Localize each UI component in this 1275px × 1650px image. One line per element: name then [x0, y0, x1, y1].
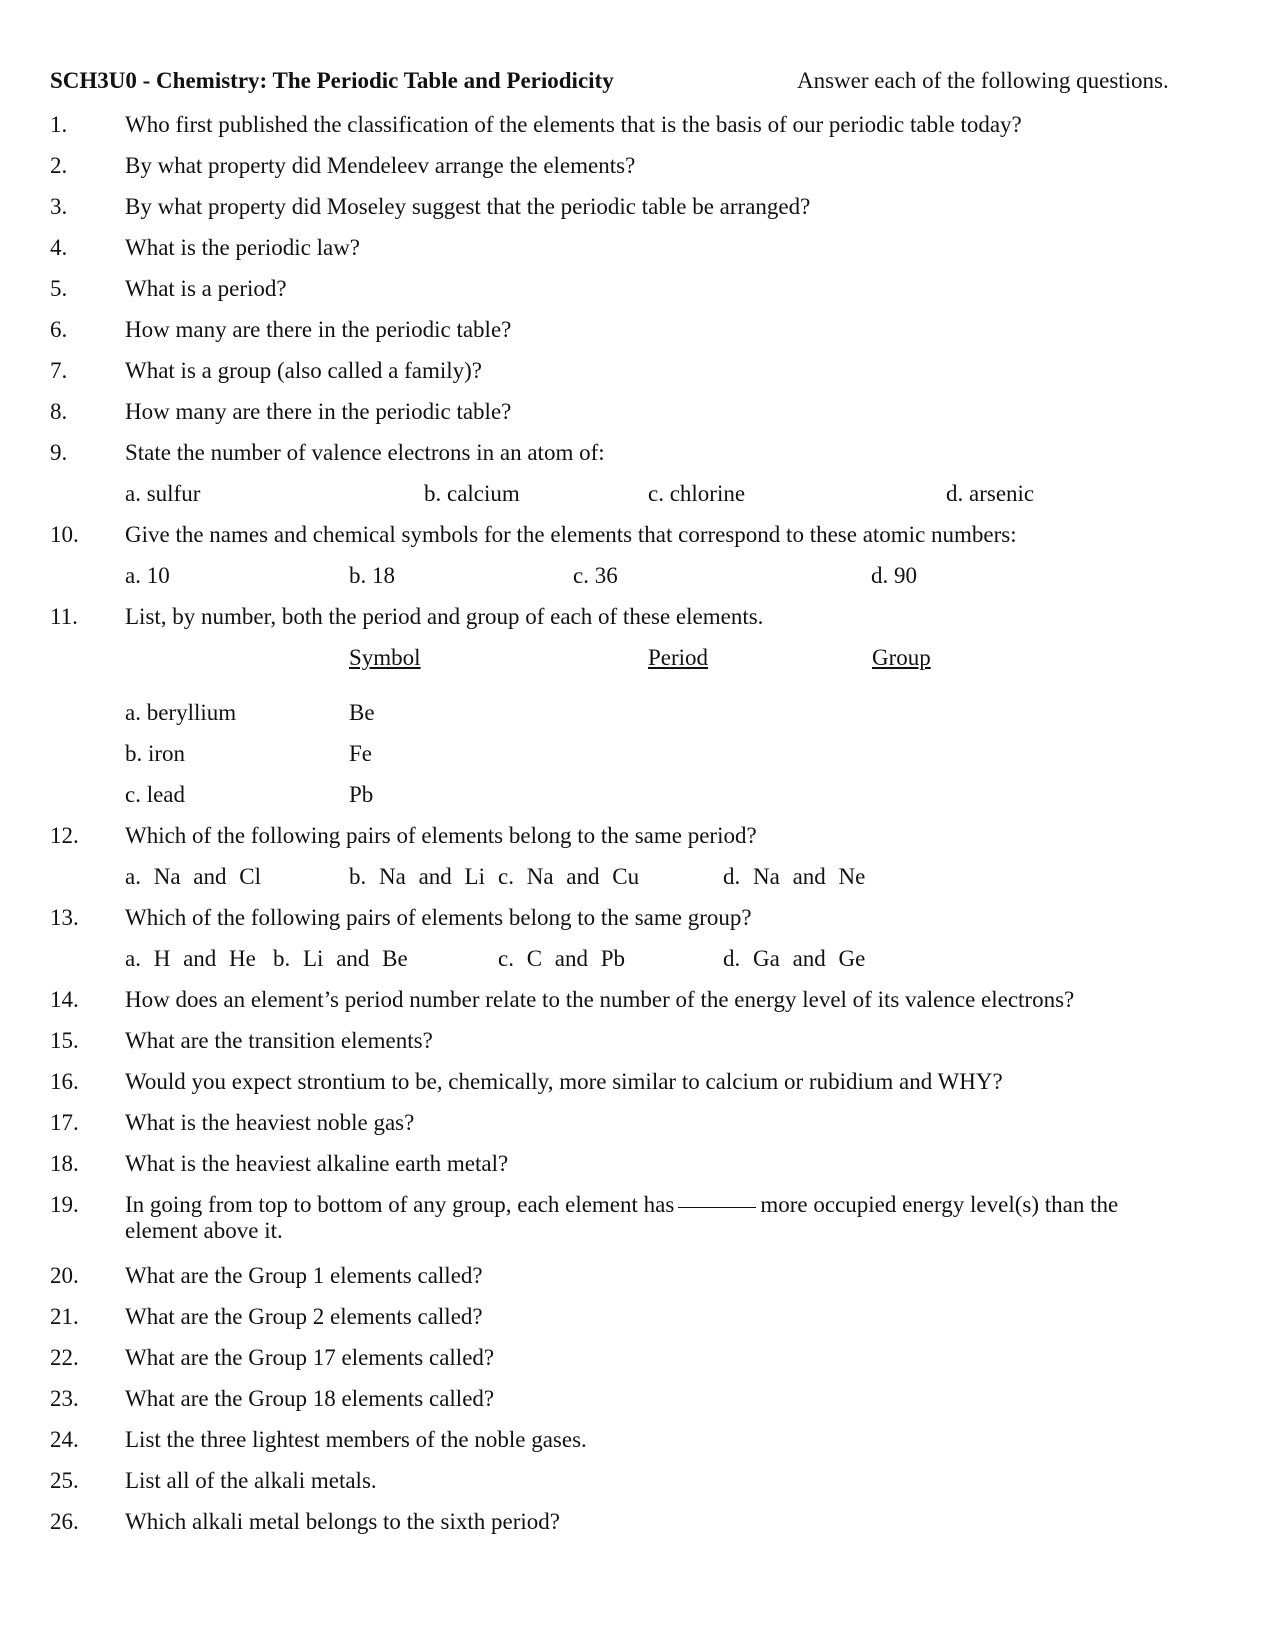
question-number: 10.	[50, 522, 79, 547]
question-number: 8.	[50, 399, 68, 424]
worksheet-instruction: Answer each of the following questions.	[797, 68, 1169, 93]
answer-blank	[678, 1206, 756, 1208]
question-text: What are the transition elements?	[125, 1028, 433, 1053]
answer-option: d. arsenic	[946, 481, 1035, 506]
element-name: a. beryllium	[125, 700, 237, 725]
question-number: 12.	[50, 823, 79, 848]
question-text-part: In going from top to bottom of any group, each element has	[125, 1192, 675, 1217]
question-number: 5.	[50, 276, 68, 301]
question-text	[125, 1192, 1118, 1218]
question-number: 26.	[50, 1509, 79, 1534]
question-text-part: more occupied energy level(s) than the	[760, 1192, 1119, 1217]
question-text: By what property did Mendeleev arrange the elements?	[125, 153, 636, 178]
question-text: What are the Group 1 elements called?	[125, 1263, 483, 1288]
question-number: 19.	[50, 1192, 79, 1217]
question-text: How many are there in the periodic table?	[125, 399, 512, 424]
answer-option: a. H and He	[125, 946, 256, 971]
question-number: 7.	[50, 358, 68, 383]
question-number: 24.	[50, 1427, 79, 1452]
question-number: 3.	[50, 194, 68, 219]
answer-option: d. 90	[871, 563, 917, 588]
element-name: c. lead	[125, 782, 186, 807]
answer-option: d. Ga and Ge	[723, 946, 866, 971]
table-header-period: Period	[648, 645, 709, 670]
question-number: 20.	[50, 1263, 79, 1288]
element-symbol: Be	[349, 700, 375, 725]
answer-option: b. Na and Li	[349, 864, 485, 889]
table-header-group: Group	[872, 645, 931, 670]
question-text: What is the periodic law?	[125, 235, 361, 260]
question-text: What are the Group 17 elements called?	[125, 1345, 495, 1370]
answer-option: c. C and Pb	[498, 946, 626, 971]
element-name: b. iron	[125, 741, 186, 766]
question-number: 6.	[50, 317, 68, 342]
question-number: 16.	[50, 1069, 79, 1094]
question-number: 17.	[50, 1110, 79, 1135]
question-text: How many are there in the periodic table?	[125, 317, 512, 342]
answer-option: a. Na and Cl	[125, 864, 261, 889]
answer-option: a. sulfur	[125, 481, 201, 506]
question-number: 25.	[50, 1468, 79, 1493]
question-text: What are the Group 2 elements called?	[125, 1304, 483, 1329]
answer-option: b. Li and Be	[273, 946, 408, 971]
question-text: What are the Group 18 elements called?	[125, 1386, 495, 1411]
element-symbol: Fe	[349, 741, 372, 766]
question-number: 13.	[50, 905, 79, 930]
question-text: What is a period?	[125, 276, 287, 301]
answer-option: d. Na and Ne	[723, 864, 866, 889]
question-number: 23.	[50, 1386, 79, 1411]
question-number: 9.	[50, 440, 68, 465]
question-number: 18.	[50, 1151, 79, 1176]
question-text: Who first published the classification of the elements that is the basis of our periodic table today?	[125, 112, 1022, 137]
table-header-symbol: Symbol	[349, 645, 421, 670]
question-text: Which alkali metal belongs to the sixth period?	[125, 1509, 560, 1534]
question-number: 15.	[50, 1028, 79, 1053]
question-number: 1.	[50, 112, 68, 137]
question-text-continuation: element above it.	[125, 1218, 283, 1243]
question-text: List all of the alkali metals.	[125, 1468, 377, 1493]
answer-option: c. chlorine	[648, 481, 746, 506]
question-number: 11.	[50, 604, 78, 629]
answer-option: b. 18	[349, 563, 395, 588]
question-number: 22.	[50, 1345, 79, 1370]
question-text: List, by number, both the period and group of each of these elements.	[125, 604, 764, 629]
question-text: Would you expect strontium to be, chemically, more similar to calcium or rubidium and WHY?	[125, 1069, 1003, 1094]
element-symbol: Pb	[349, 782, 374, 807]
question-text: What is the heaviest noble gas?	[125, 1110, 415, 1135]
answer-option: b. calcium	[424, 481, 520, 506]
question-number: 4.	[50, 235, 68, 260]
worksheet-title: SCH3U0 - Chemistry: The Periodic Table and Periodicity	[50, 68, 614, 93]
question-text: Give the names and chemical symbols for the elements that correspond to these atomic numbers:	[125, 522, 1017, 547]
question-text: What is the heaviest alkaline earth metal?	[125, 1151, 509, 1176]
question-number: 2.	[50, 153, 68, 178]
question-text: Which of the following pairs of elements belong to the same group?	[125, 905, 752, 930]
question-text: By what property did Moseley suggest that the periodic table be arranged?	[125, 194, 811, 219]
question-text: How does an element’s period number relate to the number of the energy level of its valence electrons?	[125, 987, 1075, 1012]
question-text: State the number of valence electrons in an atom of:	[125, 440, 605, 465]
question-text: Which of the following pairs of elements belong to the same period?	[125, 823, 757, 848]
question-text: What is a group (also called a family)?	[125, 358, 482, 383]
question-number: 14.	[50, 987, 79, 1012]
answer-option: a. 10	[125, 563, 170, 588]
answer-option: c. Na and Cu	[498, 864, 640, 889]
question-text: List the three lightest members of the noble gases.	[125, 1427, 587, 1452]
question-number: 21.	[50, 1304, 79, 1329]
answer-option: c. 36	[573, 563, 618, 588]
